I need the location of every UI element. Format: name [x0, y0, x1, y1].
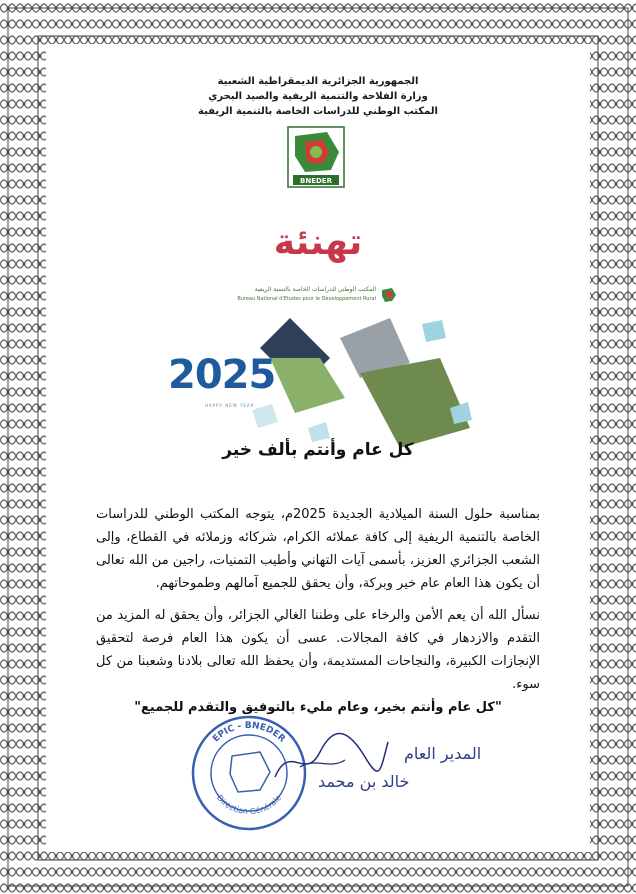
sublogo-arabic: المكتب الوطني للدراسات الخاصة بالتنمية الريفية: [254, 286, 376, 293]
header-line-2: وزارة الفلاحة والتنمية الريفية والصيد البحري: [208, 91, 428, 102]
signatory-name: خالد بن محمد: [318, 772, 410, 791]
sublogo-icon: [380, 286, 398, 304]
body-paragraph-1: بمناسبة حلول السنة الميلادية الجديدة 2025م، يتوجه المكتب الوطني للدراسات الخاصة بالتنمية الريفية إلى كافة عملائه الكرام، شركائه وزملائه في القطاع، وإلى الشعب الجزائري العزيز، بأسمى آيات التهاني وأطيب التمنيات، راجين من الله تعالى أن يكون هذا العام عام خير وبركة، وأن يحقق للجميع آمالهم وطموحاتهم.: [96, 507, 540, 591]
banner-tile-blue-2: [252, 404, 278, 428]
sublogo-french: Bureau National d'Etudes pour le Développement Rural: [237, 296, 376, 302]
closing-quote: "كل عام وأنتم بخير، وعام مليء بالتوفيق والتقدم للجميع": [134, 700, 502, 715]
year-label: 2025: [168, 352, 276, 398]
svg-text:Direction Générale: [215, 793, 283, 816]
signatory-title: المدير العام: [404, 744, 482, 763]
header-line-1: الجمهورية الجزائرية الديمقراطية الشعبية: [217, 76, 419, 87]
sublogo: [222, 286, 398, 306]
body-paragraph-2: نسأل الله أن يعم الأمن والرخاء على وطننا الغالي الجزائر، وأن يحقق له المزيد من التقدم والازدهار في كافة المجالات. عسى أن يكون هذا العام فرصة لتحقيق الإنجازات الكبيرة، والنجاحات المستديمة، وأن يحفظ الله تعالى بلادنا وشعبنا من كل سوء.: [96, 608, 540, 692]
page-title: تهنئة: [273, 222, 363, 263]
banner-tile-blue-1: [422, 320, 446, 342]
stamp-top-text: EPIC - BNEDER: [211, 720, 287, 745]
header-line-3: المكتب الوطني للدراسات الخاصة بالتنمية الريفية: [198, 106, 438, 117]
greeting-text: كل عام وأنتم بألف خير: [222, 440, 414, 460]
happy-new-year-tagline: HAPPY NEW YEAR: [205, 403, 255, 408]
institution-header: [0, 74, 636, 119]
banner-photo-orchard: [360, 358, 470, 448]
banner-photo-field: [270, 358, 345, 413]
banner-tile-blue-4: [308, 422, 330, 442]
bneder-logo: [287, 126, 345, 188]
stamp-bottom-text: Direction Générale: [214, 793, 284, 817]
bneder-logo-label: BNEDER: [300, 177, 332, 185]
